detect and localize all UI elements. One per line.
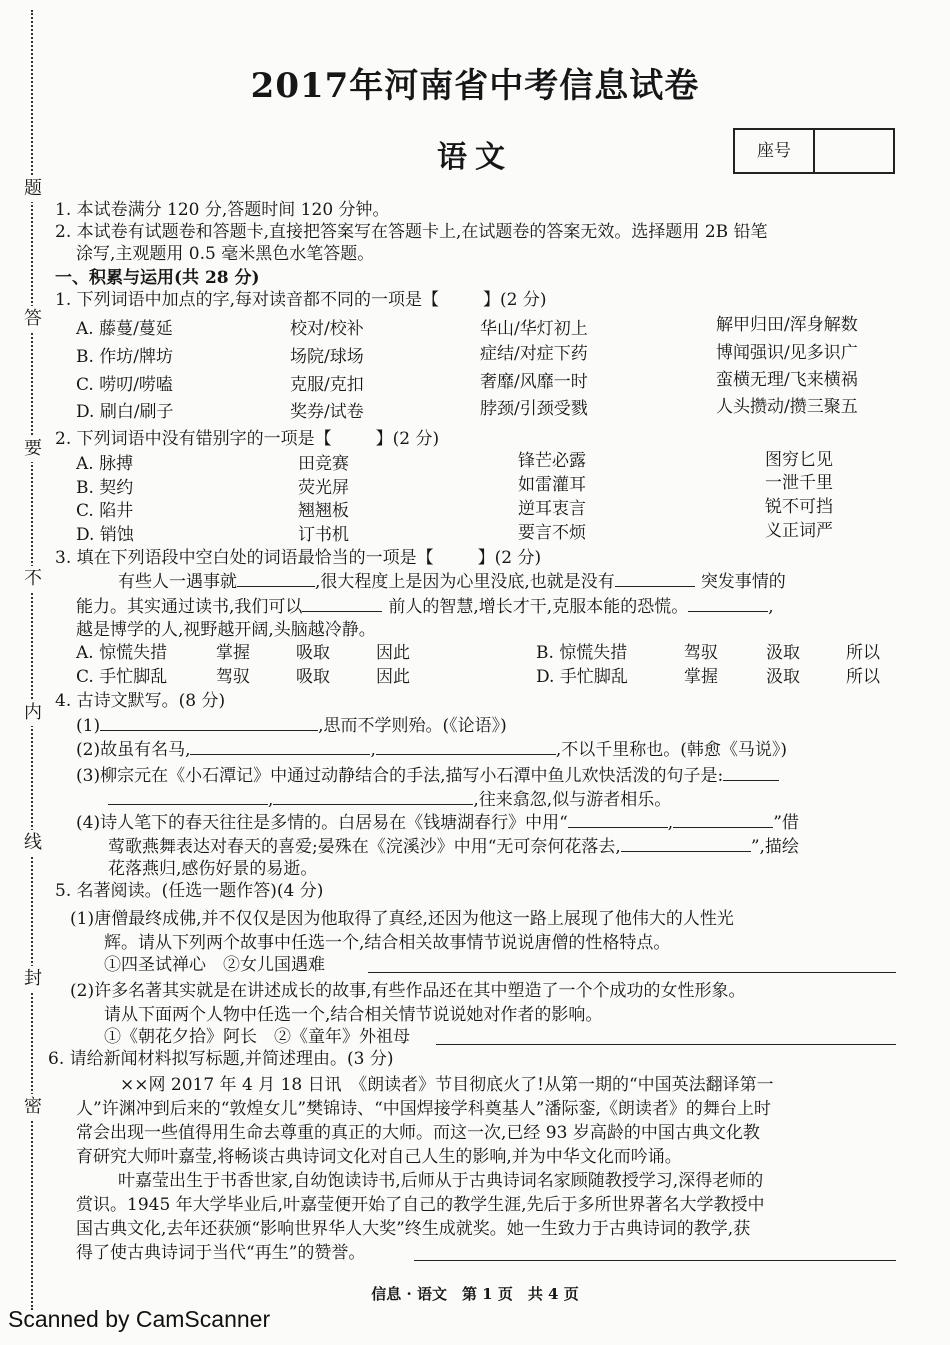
q1-a-3: 华山/华灯初上 (480, 319, 588, 339)
q1-b-3: 症结/对症下药 (480, 344, 588, 364)
q2-c-2: 翘翘板 (298, 501, 349, 521)
q5-2-answer-line[interactable] (436, 1044, 896, 1045)
q2-d-1: D. 销蚀 (76, 525, 134, 545)
q1-a-4: 解甲归田/浑身解数 (716, 315, 858, 335)
q1-d-3: 脖颈/引颈受戮 (480, 399, 588, 419)
q1-c-3: 奢靡/风靡一时 (480, 372, 588, 392)
q2-stem: 2. 下列词语中没有错别字的一项是【 】(2 分) (55, 429, 440, 449)
q5-stem: 5. 名著阅读。(任选一题作答)(4 分) (55, 881, 324, 901)
note-3: 涂写,主观题用 0.5 毫米黑色水笔答题。 (76, 244, 375, 264)
q3-opt-c-4: 因此 (376, 667, 410, 687)
side-char: 不 (22, 566, 44, 592)
q3-opt-c-3: 吸取 (296, 667, 330, 687)
q2-a-1: A. 脉搏 (76, 454, 134, 474)
exam-title: 2017年河南省中考信息试卷 (250, 66, 700, 106)
q6-news-line: ××网 2017 年 4 月 18 日讯 《朗读者》节目彻底火了!从第一期的“中国英法翻译第一 (120, 1075, 774, 1095)
subject-title: 语文 (437, 140, 513, 175)
page-footer: 信息 · 语文 第 1 页 共 4 页 (371, 1285, 579, 1303)
scanner-watermark: Scanned by CamScanner (8, 1306, 271, 1332)
q1-b-2: 场院/球场 (290, 347, 364, 367)
side-char: 线 (22, 830, 44, 856)
q2-b-1: B. 契约 (76, 478, 134, 498)
q2-b-2: 荧光屏 (298, 478, 349, 498)
q2-d-4: 义正词严 (765, 521, 833, 541)
q3-para-line2: 能力。其实通过读书,我们可以 前人的智慧,增长才干,克服本能的恐慌。 , (76, 597, 774, 617)
q3-opt-c-1: C. 手忙脚乱 (76, 667, 168, 687)
q3-opt-d-1: D. 手忙脚乱 (536, 667, 628, 687)
q4-line5: (4)诗人笔下的春天往往是多情的。白居易在《钱塘湖春行》中用“ , ”借 (76, 813, 799, 833)
q2-b-4: 一泄千里 (765, 473, 833, 493)
q3-para-line1: 有些人一遇事就 ,很大程度上是因为心里没底,也就是没有 突发事情的 (118, 572, 786, 592)
q2-a-3: 锋芒必露 (518, 451, 586, 471)
q2-c-4: 锐不可挡 (765, 497, 833, 517)
side-char: 密 (22, 1094, 44, 1120)
seat-label: 座号 (735, 130, 815, 172)
q3-opt-a-1: A. 惊慌失措 (76, 643, 168, 663)
q3-opt-d-2: 掌握 (684, 667, 718, 687)
q1-c-1: C. 唠叨/唠嗑 (76, 375, 173, 395)
q6-stem: 6. 请给新闻材料拟写标题,并简述理由。(3 分) (48, 1049, 394, 1069)
q1-d-2: 奖券/试卷 (290, 402, 364, 422)
q5-1-line1: (1)唐僧最终成佛,并不仅仅是因为他取得了真经,还因为他这一路上展现了他伟大的人性光 (70, 909, 734, 929)
q2-c-1: C. 陷井 (76, 501, 134, 521)
q3-opt-a-3: 吸取 (296, 643, 330, 663)
q5-1-answer-line[interactable] (368, 972, 896, 973)
side-char: 要 (22, 436, 44, 462)
q2-d-3: 要言不烦 (518, 523, 586, 543)
q6-news-line: 常会出现一些值得用生命去尊重的真正的大师。而这一次,已经 93 岁高龄的中国古典文化教 (76, 1123, 760, 1143)
q1-d-4: 人头攒动/攒三聚五 (716, 397, 858, 417)
q3-para-line3: 越是博学的人,视野越开阔,头脑越冷静。 (76, 620, 376, 640)
q3-opt-b-1: B. 惊慌失措 (536, 643, 628, 663)
q2-a-4: 图穷匕见 (765, 450, 833, 470)
q6-news-line: 育研究大师叶嘉莹,将畅谈古典诗词文化对自己人生的影响,并为中华文化而吟诵。 (76, 1147, 682, 1167)
side-char: 答 (22, 306, 44, 332)
side-char: 题 (22, 176, 44, 202)
q5-2-options: ①《朝花夕拾》阿长 ②《童年》外祖母 (104, 1027, 410, 1047)
side-char: 封 (22, 966, 44, 992)
q2-b-3: 如雷灌耳 (518, 475, 586, 495)
q2-a-2: 田竞赛 (298, 454, 349, 474)
q2-d-2: 订书机 (298, 525, 349, 545)
q4-line7: 花落燕归,感伤好景的易逝。 (108, 859, 318, 879)
note-1: 1. 本试卷满分 120 分,答题时间 120 分钟。 (55, 200, 390, 220)
q6-news-line: 赏识。1945 年大学毕业后,叶嘉莹便开始了自己的教学生涯,先后于多所世界著名大学教授中 (76, 1195, 765, 1215)
q4-line6: 莺歌燕舞表达对春天的喜爱;晏殊在《浣溪沙》中用“无可奈何花落去, ”,描绘 (108, 837, 799, 857)
q1-stem: 1. 下列词语中加点的字,每对读音都不同的一项是【 】(2 分) (55, 290, 547, 310)
q6-news-line: 国古典文化,去年还获颁“影响世界华人大奖”终生成就奖。她一生致力于古典诗词的教学,获 (76, 1219, 751, 1239)
q5-2-line2: 请从下面两个人物中任选一个,结合相关情节说说她对作者的影响。 (104, 1005, 603, 1025)
section-heading: 一、积累与运用(共 28 分) (55, 268, 260, 288)
q1-d-1: D. 刷白/刷子 (76, 402, 174, 422)
q3-opt-c-2: 驾驭 (216, 667, 250, 687)
q3-opt-b-2: 驾驭 (684, 643, 718, 663)
side-char: 内 (22, 700, 44, 726)
q3-opt-d-4: 所以 (846, 667, 880, 687)
q5-2-line1: (2)许多名著其实就是在讲述成长的故事,有些作品还在其中塑造了一个个成功的女性形象。 (70, 981, 746, 1001)
q1-b-1: B. 作坊/牌坊 (76, 347, 174, 367)
q4-line3: (3)柳宗元在《小石潭记》中通过动静结合的手法,描写小石潭中鱼儿欢快活泼的句子是: (76, 764, 779, 787)
q3-opt-a-2: 掌握 (216, 643, 250, 663)
q4-line1: (1) ,思而不学则殆。(《论语》) (76, 716, 507, 736)
q4-line4: , ,往来翕忽,似与游者相乐。 (108, 788, 671, 811)
q1-a-2: 校对/校补 (290, 319, 364, 339)
q1-b-4: 博闻强识/见多识广 (716, 343, 858, 363)
seat-number-field[interactable] (815, 130, 893, 172)
q6-news-line: 人”许渊冲到后来的“敦煌女儿”樊锦诗、“中国焊接学科奠基人”潘际銮,《朗读者》的舞台上时 (76, 1099, 771, 1119)
q4-line2: (2)故虽有名马, , ,不以千里称也。(韩愈《马说》) (76, 740, 788, 760)
q6-news-line: 叶嘉莹出生于书香世家,自幼饱读诗书,后师从于古典诗词名家顾随教授学习,深得老师的 (118, 1171, 764, 1191)
q6-news-line: 得了使古典诗词于当代“再生”的赞誉。 (76, 1243, 366, 1263)
q3-opt-b-3: 汲取 (766, 643, 800, 663)
q2-c-3: 逆耳衷言 (518, 499, 586, 519)
q1-c-4: 蛮横无理/飞来横祸 (716, 370, 858, 390)
q1-c-2: 克服/克扣 (290, 375, 364, 395)
q3-opt-b-4: 所以 (846, 643, 880, 663)
q1-a-1: A. 藤蔓/蔓延 (76, 319, 173, 339)
q6-answer-line[interactable] (414, 1260, 896, 1261)
q4-stem: 4. 古诗文默写。(8 分) (55, 691, 226, 711)
q5-1-line2: 辉。请从下列两个故事中任选一个,结合相关故事情节说说唐僧的性格特点。 (104, 933, 671, 953)
q3-stem: 3. 填在下列语段中空白处的词语最恰当的一项是【 】(2 分) (55, 548, 542, 568)
q3-opt-d-3: 汲取 (766, 667, 800, 687)
note-2: 2. 本试卷有试题卷和答题卡,直接把答案写在答题卡上,在试题卷的答案无效。选择题用 2B 铅笔 (55, 222, 768, 242)
q5-1-options: ①四圣试禅心 ②女儿国遇难 (104, 955, 325, 975)
seat-number-box (733, 128, 895, 174)
q3-opt-a-4: 因此 (376, 643, 410, 663)
